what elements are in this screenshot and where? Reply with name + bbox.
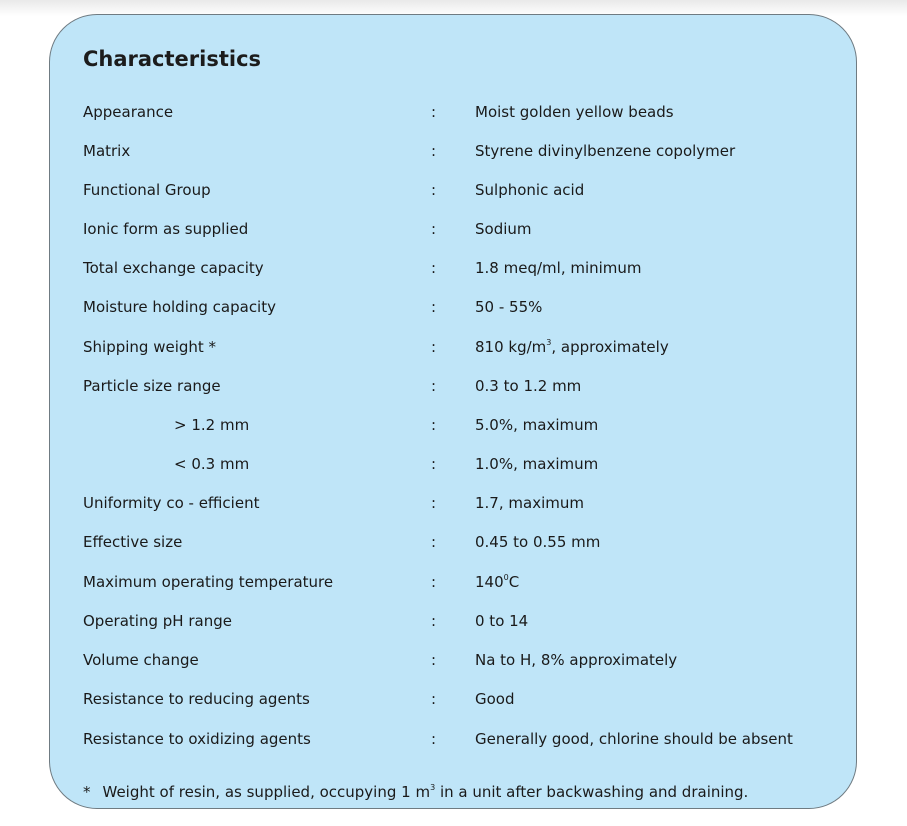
table-row (50, 256, 856, 280)
row-label: Resistance to oxidizing agents (83, 730, 311, 748)
row-value: 1.0%, maximum (475, 455, 599, 473)
row-value: Styrene divinylbenzene copolymer (475, 142, 736, 160)
table-row (50, 648, 856, 672)
row-label: Operating pH range (83, 612, 232, 630)
characteristics-panel (49, 14, 857, 809)
value-text: C (508, 573, 520, 591)
row-label: Moisture holding capacity (83, 298, 276, 316)
superscript: 3 (430, 783, 436, 792)
row-colon: : (431, 455, 437, 473)
row-label: Functional Group (83, 181, 211, 199)
row-label: > 1.2 mm (174, 416, 250, 434)
table-row (50, 452, 856, 476)
footnote (83, 780, 748, 804)
panel-title: Characteristics (83, 47, 262, 71)
table-row (50, 100, 856, 124)
row-colon: : (431, 338, 437, 356)
row-value (475, 570, 519, 594)
footnote-text: in a unit after backwashing and draining. (435, 783, 749, 801)
row-value: Sodium (475, 220, 532, 238)
table-row (50, 530, 856, 554)
row-value: 50 - 55% (475, 298, 543, 316)
row-value: Generally good, chlorine should be absent (475, 730, 793, 748)
row-colon: : (431, 730, 437, 748)
degree-superscript: 0 (503, 573, 509, 582)
table-row (50, 139, 856, 163)
row-label: Particle size range (83, 377, 221, 395)
row-value: 0.3 to 1.2 mm (475, 377, 582, 395)
row-label: Maximum operating temperature (83, 573, 334, 591)
row-colon: : (431, 533, 437, 551)
row-value (475, 335, 669, 359)
row-colon: : (431, 220, 437, 238)
row-label: Appearance (83, 103, 174, 121)
row-colon: : (431, 573, 437, 591)
row-colon: : (431, 690, 437, 708)
table-row (50, 570, 856, 594)
table-row (50, 413, 856, 437)
value-text: 810 kg/m (475, 338, 547, 356)
row-label: Uniformity co - efficient (83, 494, 260, 512)
row-colon: : (431, 612, 437, 630)
row-colon: : (431, 651, 437, 669)
table-row (50, 217, 856, 241)
row-colon: : (431, 298, 437, 316)
table-row (50, 178, 856, 202)
row-colon: : (431, 416, 437, 434)
table-row (50, 374, 856, 398)
row-colon: : (431, 259, 437, 277)
table-row (50, 295, 856, 319)
row-colon: : (431, 377, 437, 395)
row-value: 1.7, maximum (475, 494, 584, 512)
row-value: 0.45 to 0.55 mm (475, 533, 601, 551)
row-colon: : (431, 181, 437, 199)
row-label: Matrix (83, 142, 131, 160)
row-colon: : (431, 142, 437, 160)
row-value: Good (475, 690, 515, 708)
row-label: Shipping weight * (83, 338, 217, 356)
row-value: 0 to 14 (475, 612, 529, 630)
row-value: 1.8 meq/ml, minimum (475, 259, 642, 277)
row-label: Volume change (83, 651, 199, 669)
row-label: < 0.3 mm (174, 455, 250, 473)
table-row (50, 727, 856, 751)
table-row (50, 687, 856, 711)
table-row (50, 609, 856, 633)
table-row (50, 491, 856, 515)
superscript: 3 (546, 338, 552, 347)
row-value: 5.0%, maximum (475, 416, 599, 434)
row-label: Ionic form as supplied (83, 220, 249, 238)
row-label: Resistance to reducing agents (83, 690, 310, 708)
value-text: , approximately (551, 338, 669, 356)
footnote-text: Weight of resin, as supplied, occupying 1 m (102, 783, 431, 801)
row-value: Moist golden yellow beads (475, 103, 674, 121)
row-colon: : (431, 103, 437, 121)
row-label: Total exchange capacity (83, 259, 264, 277)
table-row (50, 335, 856, 359)
row-value: Na to H, 8% approximately (475, 651, 678, 669)
value-text: 140 (475, 573, 504, 591)
footnote-marker: * (83, 783, 91, 801)
row-value: Sulphonic acid (475, 181, 585, 199)
row-colon: : (431, 494, 437, 512)
row-label: Effective size (83, 533, 183, 551)
